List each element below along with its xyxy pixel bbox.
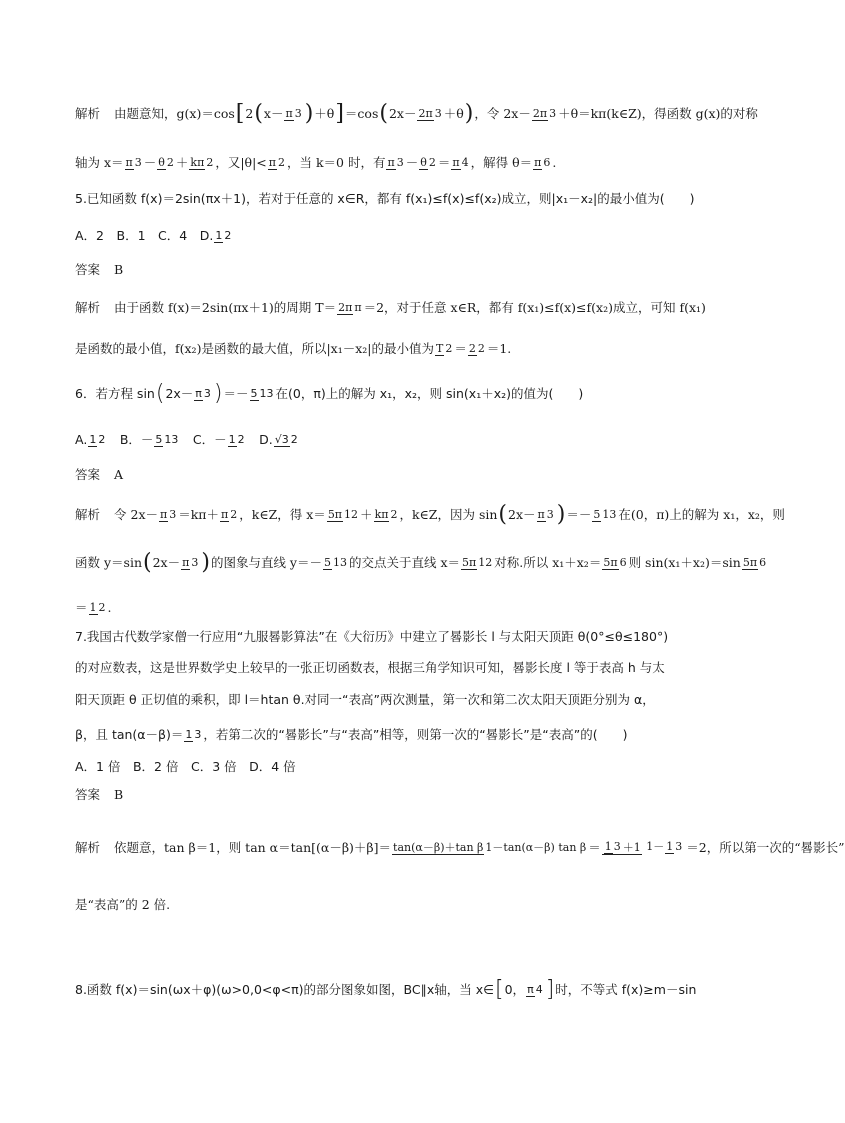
q5-jiexi-1 xyxy=(75,298,706,318)
text: D. xyxy=(246,432,273,447)
fraction: T 2 xyxy=(436,341,453,355)
q6-jiexi-1 xyxy=(75,502,785,527)
text: 时，不等式 f(x)≥m－sin xyxy=(555,982,697,997)
q7-answer xyxy=(75,785,123,805)
answer-tag: 答案 xyxy=(75,787,101,802)
fraction: π 2 xyxy=(268,155,285,169)
fraction: 1 2 xyxy=(228,432,245,446)
fraction: π 6 xyxy=(534,155,551,169)
q7-jiexi-2 xyxy=(75,895,170,915)
text: ，k∈Z，得 x＝ xyxy=(239,507,326,522)
text: ，令 2x－ xyxy=(474,106,531,121)
compound-fraction: 1 3 ＋1 1－ 1 3 xyxy=(602,841,686,856)
fraction: 5 13 xyxy=(323,555,347,569)
options-text: A．2 B．1 C．4 D. xyxy=(75,228,214,243)
text: C．－ xyxy=(180,432,227,447)
fraction: 5π 6 xyxy=(742,555,767,569)
fraction: π 3 xyxy=(387,155,404,169)
fraction: 1 3 xyxy=(185,727,202,741)
text: 2x－ xyxy=(388,106,417,121)
text: 在(0，π)上的解为 x₁，x₂，则 xyxy=(618,507,785,522)
q5-stem xyxy=(75,189,694,209)
fraction: π 3 xyxy=(537,507,554,521)
text: ，又|θ|< xyxy=(215,155,267,170)
text: 2x－ xyxy=(508,507,536,522)
paren-close: ) xyxy=(556,502,566,527)
paren-close: ) xyxy=(201,550,210,575)
bracket-close: ] xyxy=(335,101,344,126)
text: β，且 tan(α－β)＝ xyxy=(75,727,184,742)
paren-close: ) xyxy=(213,381,223,406)
text: ＝ xyxy=(588,840,601,855)
paren-open: ( xyxy=(379,101,388,126)
q7-stem-2 xyxy=(75,658,665,678)
text: 8.函数 f(x)＝sin(ωx＋φ)(ω>0,0<φ<π)的部分图象如图，BC∥x轴，当 x∈ xyxy=(75,982,495,997)
fraction: 2π 3 xyxy=(418,106,442,120)
paren-open: ( xyxy=(498,502,508,527)
fraction: 1 2 xyxy=(215,228,232,242)
bracket-open: [ xyxy=(495,977,504,1002)
question-text: 7.我国古代数学家僧一行应用“九服晷影算法”在《大衍历》中建立了晷影长 l 与太阳天顶距 θ(0°≤θ≤180°) xyxy=(75,629,669,644)
answer-tag: 答案 xyxy=(75,467,101,482)
text: ＝－ xyxy=(223,386,249,401)
answer-tag: 答案 xyxy=(75,262,101,277)
jiexi-tag: 解析 xyxy=(75,106,101,121)
fraction: π 3 xyxy=(160,507,177,521)
text: － xyxy=(405,155,419,170)
fraction: tan(α－β)＋tan β 1－tan(α－β) tan β xyxy=(393,840,587,854)
bracket-open: [ xyxy=(235,101,245,126)
paren-close: ) xyxy=(304,101,314,126)
q7-stem-4 xyxy=(75,725,627,745)
fraction: 5π 12 xyxy=(462,555,493,569)
prev-jiexi-line-2 xyxy=(75,153,556,173)
q7-jiexi-1 xyxy=(75,838,845,858)
text: ，若第二次的“晷影长”与“表高”相等，则第一次的“晷影长”是“表高”的( ) xyxy=(203,727,628,742)
bracket-close: ] xyxy=(545,977,555,1002)
q7-stem-1 xyxy=(75,627,668,647)
text: ＝2，对于任意 x∈R，都有 f(x₁)≤f(x)≤f(x₂)成立，可知 f(x₁) xyxy=(363,300,706,315)
text: 令 2x－ xyxy=(114,507,158,522)
q6-jiexi-3 xyxy=(75,598,112,618)
text: ＋ xyxy=(175,155,189,170)
text: 在(0，π)上的解为 x₁，x₂，则 sin(x₁＋x₂)的值为( ) xyxy=(275,386,584,401)
fraction: 1 2 xyxy=(89,600,106,614)
text: B．－ xyxy=(107,432,154,447)
fraction: 2 2 xyxy=(468,341,485,355)
jiexi-tag: 解析 xyxy=(75,507,101,522)
fraction: π 2 xyxy=(221,507,238,521)
text: ＝2，所以第一次的“晷影长” xyxy=(686,840,845,855)
text: 是“表高”的 2 倍. xyxy=(75,897,171,912)
fraction: 5π 6 xyxy=(603,555,627,569)
text: ＋θ＝kπ(k∈Z)，得函数 g(x)的对称 xyxy=(558,106,758,121)
paren-open: ( xyxy=(155,381,165,406)
fraction: θ 2 xyxy=(158,155,174,169)
fraction: 5π 12 xyxy=(327,507,359,521)
fraction: 2π π xyxy=(338,300,362,314)
q5-jiexi-2 xyxy=(75,339,511,359)
q8-stem xyxy=(75,977,697,1002)
text: A. xyxy=(75,432,88,447)
text: 是函数的最小值，f(x₂)是函数的最大值，所以|x₁－x₂|的最小值为 xyxy=(75,341,434,356)
text: 0， xyxy=(504,982,526,997)
answer-value: B xyxy=(114,262,124,277)
fraction: π 3 xyxy=(195,386,211,400)
fraction: π 4 xyxy=(527,982,543,996)
fraction: 1 2 xyxy=(89,432,106,446)
text: . xyxy=(552,155,557,170)
q6-jiexi-2 xyxy=(75,550,768,575)
q7-stem-3 xyxy=(75,690,655,710)
text: ＋ xyxy=(360,507,373,522)
jiexi-tag: 解析 xyxy=(75,300,101,315)
q6-options xyxy=(75,430,300,450)
fraction: √3 2 xyxy=(274,432,298,446)
text: ＝ xyxy=(75,600,88,615)
question-text: 5.已知函数 f(x)＝2sin(πx＋1)，若对于任意的 x∈R，都有 f(x₁)≤f(x)≤f(x₂)成立，则|x₁－x₂|的最小值为( ) xyxy=(75,191,695,206)
q5-options xyxy=(75,226,233,246)
fraction: 2π 3 xyxy=(532,106,557,120)
q5-answer xyxy=(75,260,123,280)
text: . xyxy=(107,600,112,615)
text: － xyxy=(143,155,157,170)
text: ＝cos xyxy=(344,106,379,121)
text: 6．若方程 sin xyxy=(75,386,155,401)
text: 2x－ xyxy=(152,555,181,570)
text: ，当 k＝0 时，有 xyxy=(287,155,386,170)
text: ＝ xyxy=(437,155,451,170)
text: 轴为 x＝ xyxy=(75,155,124,170)
jiexi-tag: 解析 xyxy=(75,840,101,855)
fraction: π 3 xyxy=(182,555,199,569)
text: ＝ xyxy=(454,341,467,356)
text: 2 xyxy=(245,106,254,121)
text: 则 sin(x₁＋x₂)＝sin xyxy=(628,555,741,570)
fraction: 5 13 xyxy=(593,507,617,521)
text: ＝1. xyxy=(486,341,512,356)
text: ＝－ xyxy=(566,507,592,522)
text: ，k∈Z，因为 sin xyxy=(399,507,498,522)
text: 的图象与直线 y＝－ xyxy=(210,555,322,570)
text: 由于函数 f(x)＝2sin(πx＋1)的周期 T＝ xyxy=(114,300,337,315)
options-text: A．1 倍 B．2 倍 C．3 倍 D．4 倍 xyxy=(75,759,296,774)
paren-open: ( xyxy=(254,101,263,126)
question-text: 阳天顶距 θ 正切值的乘积，即 l＝htan θ.对同一“表高”两次测量，第一次和第二次太阳天顶距分别为 α， xyxy=(75,692,655,707)
text: ＋θ xyxy=(314,106,335,121)
q6-stem xyxy=(75,381,584,406)
text: ，解得 θ＝ xyxy=(470,155,533,170)
text: ＋θ xyxy=(443,106,464,121)
question-text: 的对应数表，这是世界数学史上较早的一张正切函数表，根据三角学知识可知，晷影长度 l 等于表高 h 与太 xyxy=(75,660,665,675)
text: 依题意，tan β＝1，则 tan α＝tan[(α－β)＋β]＝ xyxy=(114,840,392,855)
answer-value: A xyxy=(114,467,124,482)
fraction: kπ 2 xyxy=(374,507,398,521)
fraction: π 3 xyxy=(285,106,302,120)
prev-jiexi-line-1 xyxy=(75,101,758,126)
text: 由题意知，g(x)＝cos xyxy=(114,106,235,121)
fraction: kπ 2 xyxy=(190,155,214,169)
text: ＝kπ＋ xyxy=(178,507,220,522)
q7-options xyxy=(75,757,296,777)
text: x－ xyxy=(263,106,284,121)
paren-close: ) xyxy=(464,101,474,126)
fraction: π 3 xyxy=(125,155,142,169)
text: 的交点关于直线 x＝ xyxy=(348,555,461,570)
answer-value: B xyxy=(114,787,124,802)
text: 2x－ xyxy=(165,386,194,401)
q6-answer xyxy=(75,465,123,485)
fraction: 5 13 xyxy=(155,432,179,446)
text: 函数 y＝sin xyxy=(75,555,142,570)
fraction: π 4 xyxy=(452,155,469,169)
fraction: 5 13 xyxy=(250,386,274,400)
paren-open: ( xyxy=(143,550,152,575)
text: 对称.所以 x₁＋x₂＝ xyxy=(494,555,602,570)
fraction: θ 2 xyxy=(420,155,436,169)
